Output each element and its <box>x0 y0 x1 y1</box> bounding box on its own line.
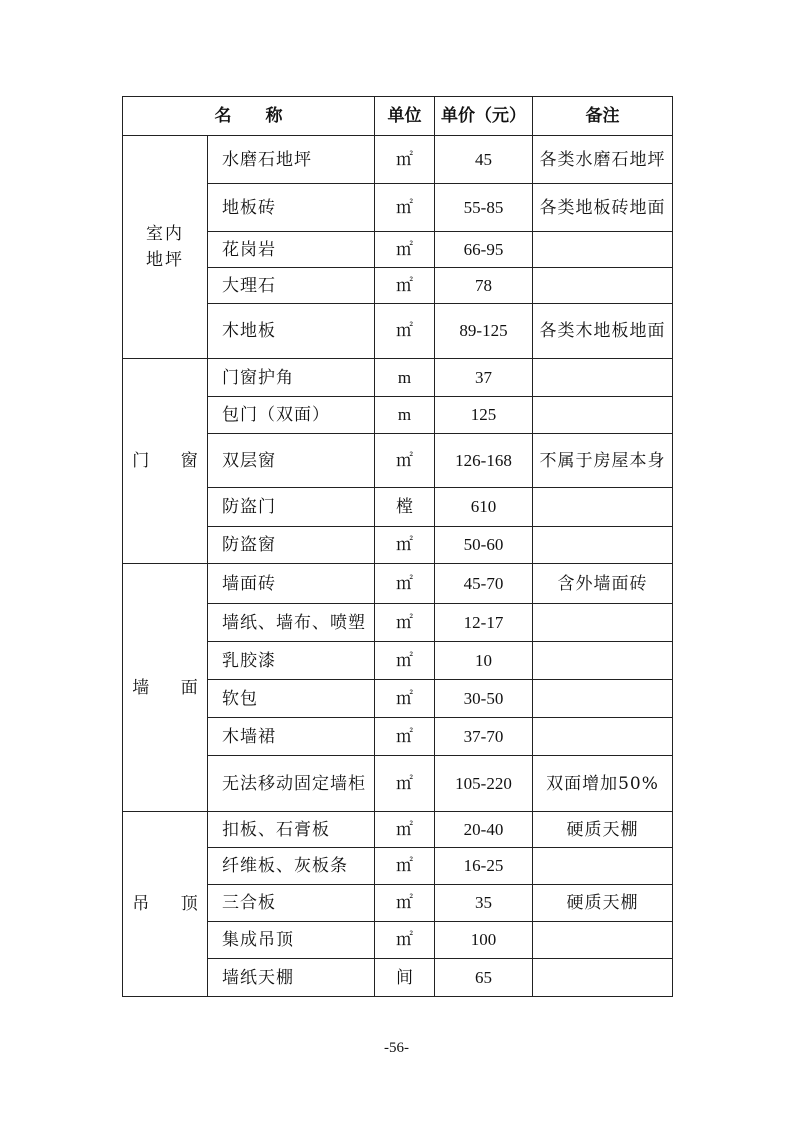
item-note: 各类水磨石地坪 <box>533 136 673 184</box>
item-unit: ㎡ <box>375 885 435 922</box>
item-unit: ㎡ <box>375 604 435 642</box>
item-unit: m <box>375 359 435 397</box>
item-price: 12-17 <box>435 604 533 642</box>
item-note <box>533 922 673 959</box>
item-name: 地板砖 <box>208 184 375 232</box>
item-unit: 间 <box>375 959 435 997</box>
item-unit: ㎡ <box>375 756 435 812</box>
item-note: 硬质天棚 <box>533 885 673 922</box>
item-price: 45-70 <box>435 564 533 604</box>
item-note <box>533 527 673 564</box>
item-note <box>533 397 673 434</box>
header-unit: 单位 <box>375 97 435 136</box>
item-note: 含外墙面砖 <box>533 564 673 604</box>
table-row <box>123 359 673 397</box>
category-label: 室内地坪 <box>146 224 184 270</box>
item-price: 37 <box>435 359 533 397</box>
item-note <box>533 680 673 718</box>
item-unit: ㎡ <box>375 564 435 604</box>
header-name: 名 称 <box>123 97 375 136</box>
header-price: 单价（元） <box>435 97 533 136</box>
item-unit: ㎡ <box>375 680 435 718</box>
item-note <box>533 232 673 268</box>
item-unit: ㎡ <box>375 268 435 304</box>
item-price: 20-40 <box>435 812 533 848</box>
item-note <box>533 488 673 527</box>
category-walls: 墙 面 <box>123 564 208 812</box>
table-row <box>123 812 673 848</box>
item-name: 大理石 <box>208 268 375 304</box>
price-table <box>122 96 673 997</box>
table-row <box>123 136 673 184</box>
item-unit: ㎡ <box>375 848 435 885</box>
item-name: 门窗护角 <box>208 359 375 397</box>
item-name: 包门（双面） <box>208 397 375 434</box>
item-note <box>533 848 673 885</box>
item-price: 78 <box>435 268 533 304</box>
item-note <box>533 268 673 304</box>
item-note: 各类木地板地面 <box>533 304 673 359</box>
item-unit: m <box>375 397 435 434</box>
item-unit: ㎡ <box>375 527 435 564</box>
item-unit: ㎡ <box>375 718 435 756</box>
item-note <box>533 642 673 680</box>
item-price: 89-125 <box>435 304 533 359</box>
item-name: 墙纸天棚 <box>208 959 375 997</box>
item-price: 105-220 <box>435 756 533 812</box>
item-name: 木墙裙 <box>208 718 375 756</box>
item-note: 硬质天棚 <box>533 812 673 848</box>
item-price: 100 <box>435 922 533 959</box>
item-unit: ㎡ <box>375 642 435 680</box>
item-price: 65 <box>435 959 533 997</box>
header-row <box>123 97 673 136</box>
item-note <box>533 604 673 642</box>
category-doors-windows: 门 窗 <box>123 359 208 564</box>
item-unit: 樘 <box>375 488 435 527</box>
item-name: 双层窗 <box>208 434 375 488</box>
page-number: -56- <box>384 1040 409 1056</box>
item-price: 10 <box>435 642 533 680</box>
item-note <box>533 718 673 756</box>
item-unit: ㎡ <box>375 812 435 848</box>
item-name: 纤维板、灰板条 <box>208 848 375 885</box>
item-price: 126-168 <box>435 434 533 488</box>
table-row <box>123 564 673 604</box>
item-note <box>533 959 673 997</box>
header-note: 备注 <box>533 97 673 136</box>
item-name: 水磨石地坪 <box>208 136 375 184</box>
item-unit: ㎡ <box>375 184 435 232</box>
item-name: 防盗窗 <box>208 527 375 564</box>
item-price: 125 <box>435 397 533 434</box>
item-name: 墙纸、墙布、喷塑 <box>208 604 375 642</box>
item-price: 66-95 <box>435 232 533 268</box>
item-price: 45 <box>435 136 533 184</box>
item-price: 610 <box>435 488 533 527</box>
item-unit: ㎡ <box>375 922 435 959</box>
item-note <box>533 359 673 397</box>
item-unit: ㎡ <box>375 304 435 359</box>
item-price: 35 <box>435 885 533 922</box>
item-name: 花岗岩 <box>208 232 375 268</box>
item-name: 集成吊顶 <box>208 922 375 959</box>
item-name: 无法移动固定墙柜 <box>208 756 375 812</box>
item-name: 扣板、石膏板 <box>208 812 375 848</box>
category-ceiling: 吊 顶 <box>123 812 208 997</box>
item-unit: ㎡ <box>375 434 435 488</box>
category-indoor-floor <box>123 136 208 359</box>
item-price: 37-70 <box>435 718 533 756</box>
item-note: 各类地板砖地面 <box>533 184 673 232</box>
item-name: 防盗门 <box>208 488 375 527</box>
item-unit: ㎡ <box>375 136 435 184</box>
item-name: 软包 <box>208 680 375 718</box>
item-price: 16-25 <box>435 848 533 885</box>
item-note: 不属于房屋本身 <box>533 434 673 488</box>
item-price: 50-60 <box>435 527 533 564</box>
item-note: 双面增加50% <box>533 756 673 812</box>
item-name: 木地板 <box>208 304 375 359</box>
item-name: 乳胶漆 <box>208 642 375 680</box>
item-unit: ㎡ <box>375 232 435 268</box>
item-name: 三合板 <box>208 885 375 922</box>
item-price: 55-85 <box>435 184 533 232</box>
item-price: 30-50 <box>435 680 533 718</box>
item-name: 墙面砖 <box>208 564 375 604</box>
